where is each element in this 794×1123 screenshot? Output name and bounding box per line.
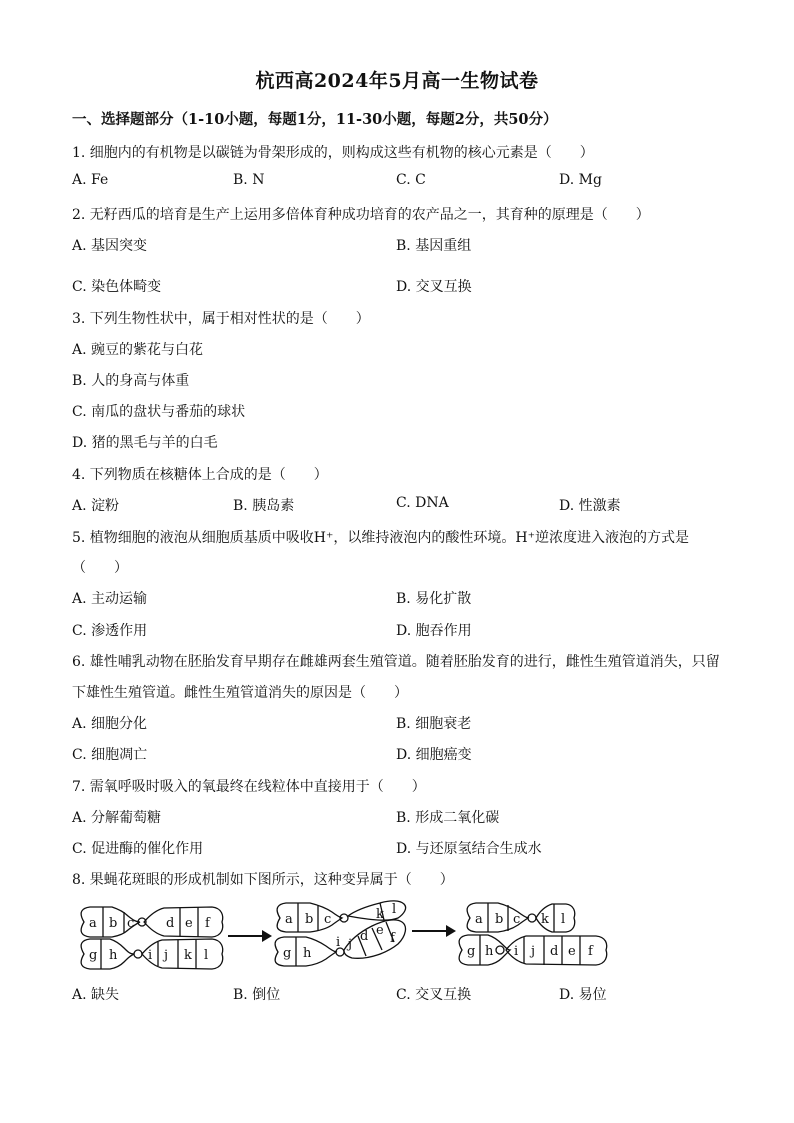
gene-label: h bbox=[303, 946, 312, 961]
arrow-1 bbox=[228, 930, 272, 942]
gene-label: f bbox=[390, 931, 395, 946]
q4-option-a[interactable]: A. 淀粉 bbox=[72, 498, 120, 514]
gene-label: b bbox=[305, 912, 314, 927]
q7-option-b[interactable]: B. 形成二氧化碳 bbox=[396, 810, 500, 826]
gene-label: l bbox=[561, 912, 566, 927]
q4-option-b[interactable]: B. 胰岛素 bbox=[233, 498, 295, 514]
question-1-stem: 1. 细胞内的有机物是以碳链为骨架形成的，则构成这些有机物的核心元素是（ ） bbox=[72, 145, 594, 161]
q5-option-b[interactable]: B. 易化扩散 bbox=[396, 591, 472, 607]
gene-label: d bbox=[360, 929, 369, 944]
q4-option-d[interactable]: D. 性激素 bbox=[559, 498, 621, 514]
q2-option-d[interactable]: D. 交叉互换 bbox=[396, 279, 472, 295]
q5-option-c[interactable]: C. 渗透作用 bbox=[72, 623, 148, 639]
gene-label: c bbox=[513, 912, 521, 927]
q7-option-a[interactable]: A. 分解葡萄糖 bbox=[72, 810, 162, 826]
q2-option-b[interactable]: B. 基因重组 bbox=[396, 238, 472, 254]
chromosome-figure bbox=[0, 896, 794, 986]
gene-label: a bbox=[285, 912, 293, 927]
gene-label: j bbox=[348, 937, 353, 952]
q3-option-d[interactable]: D. 猪的黑毛与羊的白毛 bbox=[72, 435, 218, 451]
gene-label: k bbox=[541, 912, 549, 927]
gene-label: h bbox=[485, 944, 494, 959]
q6-option-c[interactable]: C. 细胞凋亡 bbox=[72, 747, 148, 763]
question-4-stem: 4. 下列物质在核糖体上合成的是（ ） bbox=[72, 467, 328, 483]
gene-label: e bbox=[568, 944, 576, 959]
gene-label: g bbox=[283, 946, 292, 961]
gene-label: b bbox=[495, 912, 504, 927]
question-5-stem: 5. 植物细胞的液泡从细胞质基质中吸收H⁺，以维持液泡内的酸性环境。H⁺逆浓度进入液泡的方式是 bbox=[72, 530, 690, 546]
gene-label: k bbox=[184, 948, 192, 963]
q3-option-a[interactable]: A. 豌豆的紫花与白花 bbox=[72, 342, 204, 358]
q6-option-b[interactable]: B. 细胞衰老 bbox=[396, 716, 472, 732]
q1-option-b[interactable]: B. N bbox=[233, 172, 265, 188]
gene-label: c bbox=[324, 912, 332, 927]
q3-option-b[interactable]: B. 人的身高与体重 bbox=[72, 373, 190, 389]
gene-label: l bbox=[204, 948, 209, 963]
question-6-stem-cont: 下雄性生殖管道。雌性生殖管道消失的原因是（ ） bbox=[72, 685, 408, 701]
gene-label: f bbox=[205, 916, 210, 931]
gene-label: g bbox=[89, 948, 98, 963]
gene-label: c bbox=[127, 916, 135, 931]
q1-option-c[interactable]: C. C bbox=[396, 172, 426, 188]
gene-label: a bbox=[89, 916, 97, 931]
exam-title: 杭西高2024年5月高一生物试卷 bbox=[255, 70, 539, 92]
question-7-stem: 7. 需氧呼吸时吸入的氧最终在线粒体中直接用于（ ） bbox=[72, 779, 426, 795]
q2-option-a[interactable]: A. 基因突变 bbox=[72, 238, 148, 254]
gene-label: g bbox=[467, 944, 476, 959]
question-5-stem-cont: （ ） bbox=[72, 560, 128, 576]
q6-option-a[interactable]: A. 细胞分化 bbox=[72, 716, 148, 732]
q8-option-b[interactable]: B. 倒位 bbox=[233, 987, 281, 1003]
question-2-stem: 2. 无籽西瓜的培育是生产上运用多倍体育种成功培育的农产品之一，其育种的原理是（ ） bbox=[72, 207, 650, 223]
gene-label: b bbox=[109, 916, 118, 931]
question-3-stem: 3. 下列生物性状中，属于相对性状的是（ ） bbox=[72, 311, 370, 327]
q6-option-d[interactable]: D. 细胞癌变 bbox=[396, 747, 472, 763]
q3-option-c[interactable]: C. 南瓜的盘状与番茄的球状 bbox=[72, 404, 246, 420]
q8-option-d[interactable]: D. 易位 bbox=[559, 987, 607, 1003]
q5-option-d[interactable]: D. 胞吞作用 bbox=[396, 623, 472, 639]
gene-label: e bbox=[376, 923, 384, 938]
gene-label: k bbox=[376, 907, 384, 922]
gene-label: h bbox=[109, 948, 118, 963]
arrow-2 bbox=[412, 925, 456, 937]
question-6-stem: 6. 雄性哺乳动物在胚胎发育早期存在雌雄两套生殖管道。随着胚胎发育的进行，雌性生殖管道消失，只留 bbox=[72, 654, 720, 670]
gene-label: j bbox=[531, 944, 536, 959]
q8-option-c[interactable]: C. 交叉互换 bbox=[396, 987, 472, 1003]
gene-label: e bbox=[185, 916, 193, 931]
q8-option-a[interactable]: A. 缺失 bbox=[72, 987, 120, 1003]
gene-label: l bbox=[392, 902, 397, 917]
q2-option-c[interactable]: C. 染色体畸变 bbox=[72, 279, 162, 295]
gene-label: j bbox=[164, 948, 169, 963]
gene-label: a bbox=[475, 912, 483, 927]
gene-label: i bbox=[336, 935, 341, 950]
q1-option-a[interactable]: A. Fe bbox=[72, 172, 109, 188]
q5-option-a[interactable]: A. 主动运输 bbox=[72, 591, 148, 607]
question-8-stem: 8. 果蝇花斑眼的形成机制如下图所示，这种变异属于（ ） bbox=[72, 872, 454, 888]
chromosome-stage-2 bbox=[275, 901, 405, 966]
q7-option-d[interactable]: D. 与还原氢结合生成水 bbox=[396, 841, 542, 857]
gene-label: f bbox=[588, 944, 593, 959]
gene-label: d bbox=[166, 916, 175, 931]
q7-option-c[interactable]: C. 促进酶的催化作用 bbox=[72, 841, 204, 857]
gene-label: i bbox=[514, 944, 519, 959]
section-heading: 一、选择题部分（1-10小题，每题1分，11-30小题，每题2分，共50分） bbox=[72, 111, 558, 128]
gene-label: d bbox=[550, 944, 559, 959]
q1-option-d[interactable]: D. Mg bbox=[559, 172, 602, 188]
gene-label: i bbox=[148, 948, 153, 963]
q4-option-c[interactable]: C. DNA bbox=[396, 495, 449, 511]
